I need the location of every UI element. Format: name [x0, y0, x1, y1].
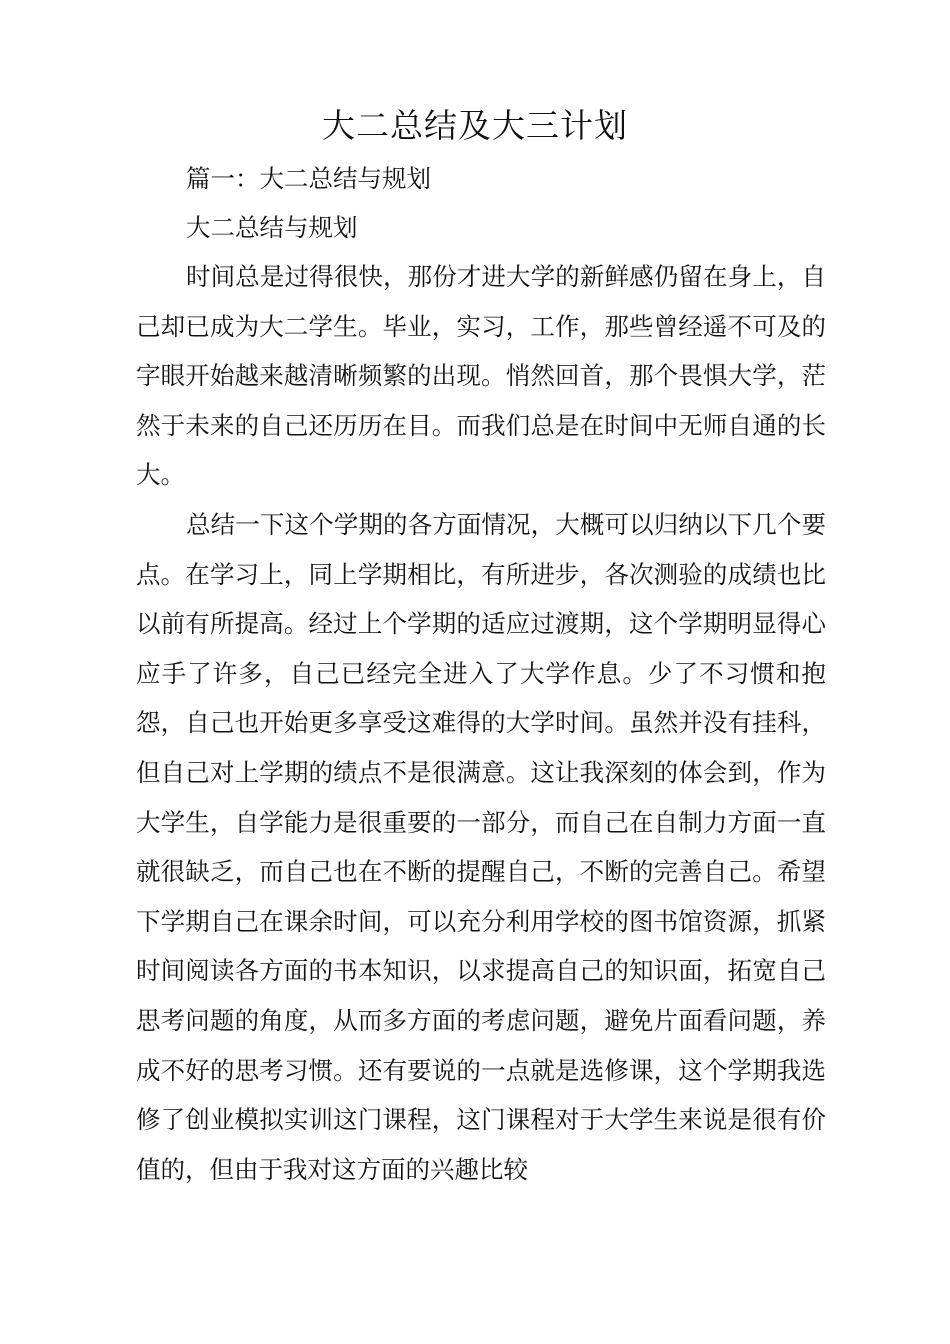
document-title: 大二总结及大三计划: [322, 106, 628, 145]
paragraph-summary: 总结一下这个学期的各方面情况，大概可以归纳以下几个要点。在学习上，同上学期相比，有所进步，各次测验的成绩也比以前有所提高。经过上个学期的适应过渡期，这个学期明显得心应手了许多，自己已经完全进入了大学作息。少了不习惯和抱怨，自己也开始更多享受这难得的大学时间。虽然并没有挂科，但自己对上学期的绩点不是很满意。这让我深刻的体会到，作为大学生，自学能力是很重要的一部分，而自己在自制力方面一直就很缺乏，而自己也在不断的提醒自己，不断的完善自己。希望下学期自己在课余时间，可以充分利用学校的图书馆资源，抓紧时间阅读各方面的书本知识，以求提高自己的知识面，拓宽自己思考问题的角度，从而多方面的考虑问题，避免片面看问题，养成不好的思考习惯。还有要说的一点就是选修课，这个学期我选修了创业模拟实训这门课程，这门课程对于大学生来说是很有价值的，但由于我对这方面的兴趣比较: [136, 510, 826, 1184]
paragraph-intro: 时间总是过得很快，那份才进大学的新鲜感仍留在身上，自己却已成为大二学生。毕业，实习，工作，那些曾经遥不可及的字眼开始越来越清晰频繁的出现。悄然回首，那个畏惧大学，茫然于未来的自己还历历在目。而我们总是在时间中无师自通的长大。: [136, 262, 826, 490]
subheading: 大二总结与规划: [186, 213, 358, 242]
section-heading: 篇一：大二总结与规划: [186, 164, 431, 193]
